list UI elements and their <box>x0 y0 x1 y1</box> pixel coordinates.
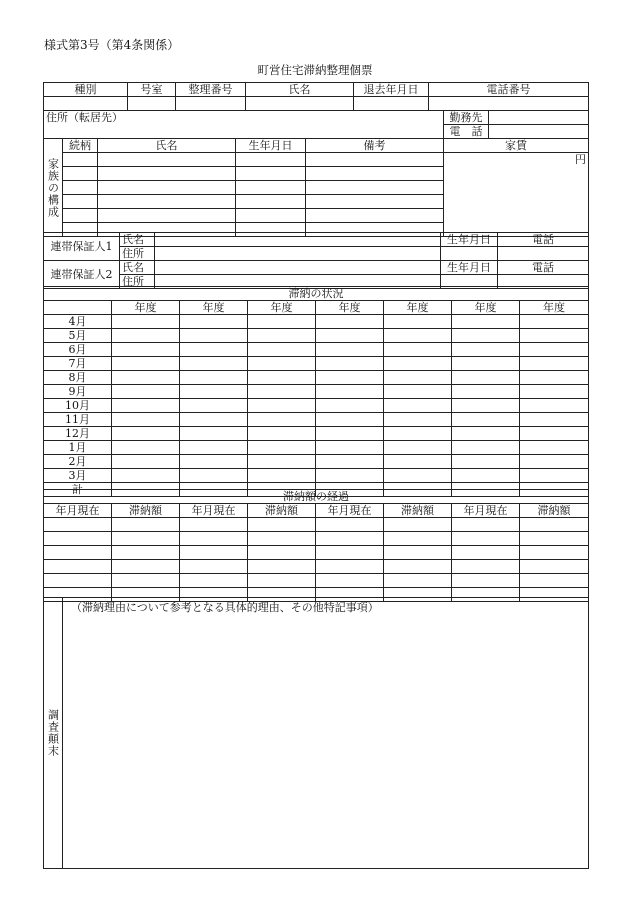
arrears-cell[interactable] <box>520 329 589 343</box>
table-row <box>44 329 589 343</box>
guarantor-1-name-label: 氏名 <box>120 233 155 247</box>
date-label: 年月現在 <box>44 504 112 518</box>
room-label: 号室 <box>128 83 176 97</box>
history-cell[interactable] <box>384 518 452 532</box>
arrears-cell[interactable] <box>384 441 452 455</box>
family-birth-label: 生年月日 <box>236 139 306 153</box>
year-label: 年度 <box>248 301 316 315</box>
arrears-cell[interactable] <box>520 399 589 413</box>
arrears-cell[interactable] <box>520 441 589 455</box>
history-cell[interactable] <box>520 546 589 560</box>
arrears-cell[interactable] <box>180 441 248 455</box>
arrears-header-row <box>44 301 589 315</box>
rent-field[interactable] <box>444 195 589 209</box>
arrears-cell[interactable] <box>248 469 316 483</box>
arrears-cell[interactable] <box>452 329 520 343</box>
work-phone-label: 電 話 <box>444 125 489 139</box>
arrears-cell[interactable] <box>452 357 520 371</box>
arrears-cell[interactable] <box>180 413 248 427</box>
arrears-cell[interactable] <box>384 385 452 399</box>
history-cell[interactable] <box>316 560 384 574</box>
arrears-cell[interactable] <box>452 399 520 413</box>
history-cell[interactable] <box>248 532 316 546</box>
family-row[interactable] <box>306 195 444 209</box>
table-row <box>44 441 589 455</box>
phone-field[interactable] <box>429 97 589 111</box>
history-header-row <box>44 504 589 518</box>
history-cell[interactable] <box>180 546 248 560</box>
arrears-cell[interactable] <box>180 455 248 469</box>
family-row[interactable] <box>236 209 306 223</box>
table-row <box>44 343 589 357</box>
arrears-cell[interactable] <box>316 399 384 413</box>
guarantor-1-birth-label: 生年月日 <box>441 233 498 247</box>
family-row[interactable] <box>98 181 236 195</box>
rent-field[interactable] <box>444 181 589 195</box>
page-title: 町営住宅滞納整理個票 <box>257 63 373 77</box>
history-cell[interactable] <box>112 532 180 546</box>
history-cell[interactable] <box>180 560 248 574</box>
history-cell[interactable] <box>248 560 316 574</box>
arrears-cell[interactable] <box>452 385 520 399</box>
guarantor-1-name-field[interactable] <box>155 233 441 247</box>
arrears-cell[interactable] <box>384 357 452 371</box>
arrears-cell[interactable] <box>112 357 180 371</box>
name-field[interactable] <box>246 97 354 111</box>
arrears-cell[interactable] <box>180 343 248 357</box>
arrears-cell[interactable] <box>452 371 520 385</box>
investigation-note: （滞納理由について参考となる具体的理由、その他特記事項） <box>71 601 379 614</box>
arrears-cell[interactable] <box>316 385 384 399</box>
family-row[interactable] <box>98 209 236 223</box>
arrears-cell[interactable] <box>180 385 248 399</box>
guarantor-1-label: 連帯保証人1 <box>44 233 120 261</box>
history-cell[interactable] <box>316 574 384 588</box>
history-cell[interactable] <box>44 532 112 546</box>
family-row[interactable] <box>236 153 306 167</box>
arrears-cell[interactable] <box>520 385 589 399</box>
history-cell[interactable] <box>520 560 589 574</box>
work-phone-field[interactable] <box>489 125 589 139</box>
arrears-cell[interactable] <box>384 469 452 483</box>
year-label: 年度 <box>112 301 180 315</box>
history-cell[interactable] <box>180 574 248 588</box>
arrears-cell[interactable] <box>180 357 248 371</box>
date-label: 年月現在 <box>452 504 520 518</box>
guarantor-1-phone-label: 電話 <box>498 233 589 247</box>
family-row[interactable] <box>63 167 98 181</box>
arrears-cell[interactable] <box>520 469 589 483</box>
month-label: 8月 <box>44 371 112 385</box>
date-label: 年月現在 <box>180 504 248 518</box>
family-row[interactable] <box>306 181 444 195</box>
family-row[interactable] <box>98 153 236 167</box>
table-row <box>44 532 589 546</box>
history-cell[interactable] <box>384 574 452 588</box>
arrears-cell[interactable] <box>316 413 384 427</box>
table-row <box>44 315 589 329</box>
history-section-label: 滞納額の経過 <box>44 490 589 504</box>
table-row <box>44 455 589 469</box>
arrears-cell[interactable] <box>384 413 452 427</box>
arrears-cell[interactable] <box>452 455 520 469</box>
table-row <box>44 427 589 441</box>
arrears-cell[interactable] <box>384 315 452 329</box>
table-row <box>44 385 589 399</box>
guarantor-2-label: 連帯保証人2 <box>44 261 120 289</box>
family-table <box>43 138 589 237</box>
arrears-cell[interactable] <box>316 357 384 371</box>
year-label: 年度 <box>452 301 520 315</box>
table-row <box>44 518 589 532</box>
history-cell[interactable] <box>180 518 248 532</box>
table-row <box>44 371 589 385</box>
arrears-cell[interactable] <box>316 329 384 343</box>
arrears-cell[interactable] <box>112 329 180 343</box>
relation-label: 続柄 <box>63 139 98 153</box>
arrears-cell[interactable] <box>248 455 316 469</box>
family-row[interactable] <box>63 181 98 195</box>
arrears-cell[interactable] <box>384 427 452 441</box>
history-cell[interactable] <box>452 532 520 546</box>
arrears-cell[interactable] <box>180 399 248 413</box>
type-field[interactable] <box>44 97 128 111</box>
address-label: 住所（転居先） <box>44 111 444 125</box>
history-cell[interactable] <box>44 546 112 560</box>
arrears-cell[interactable] <box>520 455 589 469</box>
arrears-cell[interactable] <box>452 343 520 357</box>
guarantor-2-address-label: 住所 <box>120 275 155 289</box>
date-label: 年月現在 <box>316 504 384 518</box>
name-label: 氏名 <box>246 83 354 97</box>
history-cell[interactable] <box>452 518 520 532</box>
month-label: 5月 <box>44 329 112 343</box>
phone-label: 電話番号 <box>429 83 589 97</box>
arrears-cell[interactable] <box>112 427 180 441</box>
family-name-label: 氏名 <box>98 139 236 153</box>
arrears-cell[interactable] <box>112 455 180 469</box>
arrears-cell[interactable] <box>316 441 384 455</box>
family-row[interactable] <box>236 195 306 209</box>
table-row <box>44 399 589 413</box>
guarantor-1-phone-field[interactable] <box>498 247 589 261</box>
guarantor-2-phone-label: 電話 <box>498 261 589 275</box>
month-label: 9月 <box>44 385 112 399</box>
room-field[interactable] <box>128 97 176 111</box>
arrears-cell[interactable] <box>180 371 248 385</box>
family-side-label: 家族の構成 <box>44 139 63 237</box>
arrears-cell[interactable] <box>112 399 180 413</box>
arrears-cell[interactable] <box>112 469 180 483</box>
arrears-cell[interactable] <box>384 399 452 413</box>
arrears-cell[interactable] <box>248 427 316 441</box>
family-row[interactable] <box>236 167 306 181</box>
history-cell[interactable] <box>452 546 520 560</box>
arrears-cell[interactable] <box>520 357 589 371</box>
investigation-table <box>43 597 589 869</box>
history-cell[interactable] <box>44 518 112 532</box>
month-label: 10月 <box>44 399 112 413</box>
work-label: 勤務先 <box>444 111 489 125</box>
arrears-cell[interactable] <box>112 343 180 357</box>
arrears-cell[interactable] <box>452 315 520 329</box>
arrears-cell[interactable] <box>180 315 248 329</box>
work-field[interactable] <box>489 111 589 125</box>
history-cell[interactable] <box>44 574 112 588</box>
arrears-cell[interactable] <box>248 441 316 455</box>
history-cell[interactable] <box>452 560 520 574</box>
year-label: 年度 <box>384 301 452 315</box>
family-row[interactable] <box>306 153 444 167</box>
header-table <box>43 82 589 111</box>
history-cell[interactable] <box>112 518 180 532</box>
amount-label: 滞納額 <box>248 504 316 518</box>
arrears-cell[interactable] <box>112 385 180 399</box>
history-cell[interactable] <box>248 518 316 532</box>
arrears-cell[interactable] <box>452 441 520 455</box>
month-label: 12月 <box>44 427 112 441</box>
arrears-cell[interactable] <box>384 455 452 469</box>
history-cell[interactable] <box>248 546 316 560</box>
guarantor-2-name-field[interactable] <box>155 261 441 275</box>
family-row[interactable] <box>63 153 98 167</box>
arrears-cell[interactable] <box>520 427 589 441</box>
type-label: 種別 <box>44 83 128 97</box>
month-label: 11月 <box>44 413 112 427</box>
arrears-cell[interactable] <box>180 469 248 483</box>
arrears-cell[interactable] <box>384 371 452 385</box>
family-row[interactable] <box>306 209 444 223</box>
arrears-corner <box>44 301 112 315</box>
month-label: 計 <box>44 483 112 497</box>
family-row[interactable] <box>63 195 98 209</box>
history-cell[interactable] <box>520 532 589 546</box>
history-cell[interactable] <box>112 546 180 560</box>
arrears-cell[interactable] <box>112 413 180 427</box>
month-label: 7月 <box>44 357 112 371</box>
number-label: 整理番号 <box>176 83 246 97</box>
year-label: 年度 <box>520 301 589 315</box>
history-table <box>43 489 589 602</box>
arrears-cell[interactable] <box>180 329 248 343</box>
family-row[interactable] <box>98 195 236 209</box>
arrears-cell[interactable] <box>520 315 589 329</box>
rent-field[interactable] <box>444 209 589 223</box>
arrears-cell[interactable] <box>248 371 316 385</box>
family-row[interactable] <box>98 167 236 181</box>
arrears-cell[interactable] <box>520 413 589 427</box>
investigation-side-label: 調査顛末 <box>44 598 63 869</box>
number-field[interactable] <box>176 97 246 111</box>
history-cell[interactable] <box>180 532 248 546</box>
rent-label: 家賃 <box>444 139 589 153</box>
guarantor-1-address-field[interactable] <box>155 247 441 261</box>
history-cell[interactable] <box>384 560 452 574</box>
arrears-cell[interactable] <box>452 427 520 441</box>
form-id: 様式第3号（第4条関係） <box>44 38 180 52</box>
table-row <box>44 546 589 560</box>
table-row <box>44 469 589 483</box>
table-row <box>44 357 589 371</box>
moveout-field[interactable] <box>354 97 429 111</box>
arrears-cell[interactable] <box>248 343 316 357</box>
arrears-cell[interactable] <box>316 343 384 357</box>
history-cell[interactable] <box>112 560 180 574</box>
arrears-cell[interactable] <box>180 427 248 441</box>
history-cell[interactable] <box>384 532 452 546</box>
moveout-label: 退去年月日 <box>354 83 429 97</box>
family-row[interactable] <box>306 167 444 181</box>
arrears-cell[interactable] <box>112 441 180 455</box>
arrears-cell[interactable] <box>316 455 384 469</box>
history-cell[interactable] <box>44 560 112 574</box>
arrears-table <box>43 286 589 497</box>
month-label: 4月 <box>44 315 112 329</box>
guarantor-1-address-label: 住所 <box>120 247 155 261</box>
family-notes-label: 備考 <box>306 139 444 153</box>
rent-yen: 円 <box>444 153 589 167</box>
history-cell[interactable] <box>384 546 452 560</box>
year-label: 年度 <box>180 301 248 315</box>
history-cell[interactable] <box>316 546 384 560</box>
arrears-cell[interactable] <box>316 371 384 385</box>
arrears-cell[interactable] <box>520 371 589 385</box>
arrears-cell[interactable] <box>452 469 520 483</box>
arrears-cell[interactable] <box>520 343 589 357</box>
history-cell[interactable] <box>452 574 520 588</box>
history-cell[interactable] <box>316 518 384 532</box>
arrears-cell[interactable] <box>316 469 384 483</box>
history-cell[interactable] <box>316 532 384 546</box>
family-row[interactable] <box>63 209 98 223</box>
month-label: 3月 <box>44 469 112 483</box>
arrears-cell[interactable] <box>248 357 316 371</box>
arrears-cell[interactable] <box>384 329 452 343</box>
month-label: 1月 <box>44 441 112 455</box>
guarantor-1-birth-field[interactable] <box>441 247 498 261</box>
investigation-notes-field[interactable] <box>63 598 589 869</box>
arrears-cell[interactable] <box>316 427 384 441</box>
history-cell[interactable] <box>248 574 316 588</box>
arrears-cell[interactable] <box>248 413 316 427</box>
history-cell[interactable] <box>520 518 589 532</box>
history-cell[interactable] <box>112 574 180 588</box>
guarantor-table <box>43 232 589 289</box>
arrears-cell[interactable] <box>384 343 452 357</box>
amount-label: 滞納額 <box>520 504 589 518</box>
arrears-cell[interactable] <box>248 329 316 343</box>
arrears-cell[interactable] <box>248 385 316 399</box>
arrears-cell[interactable] <box>248 399 316 413</box>
guarantor-2-name-label: 氏名 <box>120 261 155 275</box>
arrears-section-label: 滞納の状況 <box>44 287 589 301</box>
history-cell[interactable] <box>520 574 589 588</box>
address-table <box>43 110 589 139</box>
amount-label: 滞納額 <box>112 504 180 518</box>
arrears-cell[interactable] <box>452 413 520 427</box>
table-row <box>44 574 589 588</box>
month-label: 2月 <box>44 455 112 469</box>
table-row <box>44 560 589 574</box>
rent-field[interactable] <box>444 167 589 181</box>
arrears-cell[interactable] <box>112 315 180 329</box>
address-field[interactable] <box>44 125 444 139</box>
month-label: 6月 <box>44 343 112 357</box>
guarantor-2-birth-label: 生年月日 <box>441 261 498 275</box>
amount-label: 滞納額 <box>384 504 452 518</box>
table-row <box>44 413 589 427</box>
arrears-cell[interactable] <box>112 371 180 385</box>
year-label: 年度 <box>316 301 384 315</box>
arrears-cell[interactable] <box>248 315 316 329</box>
family-row[interactable] <box>236 181 306 195</box>
arrears-cell[interactable] <box>316 315 384 329</box>
